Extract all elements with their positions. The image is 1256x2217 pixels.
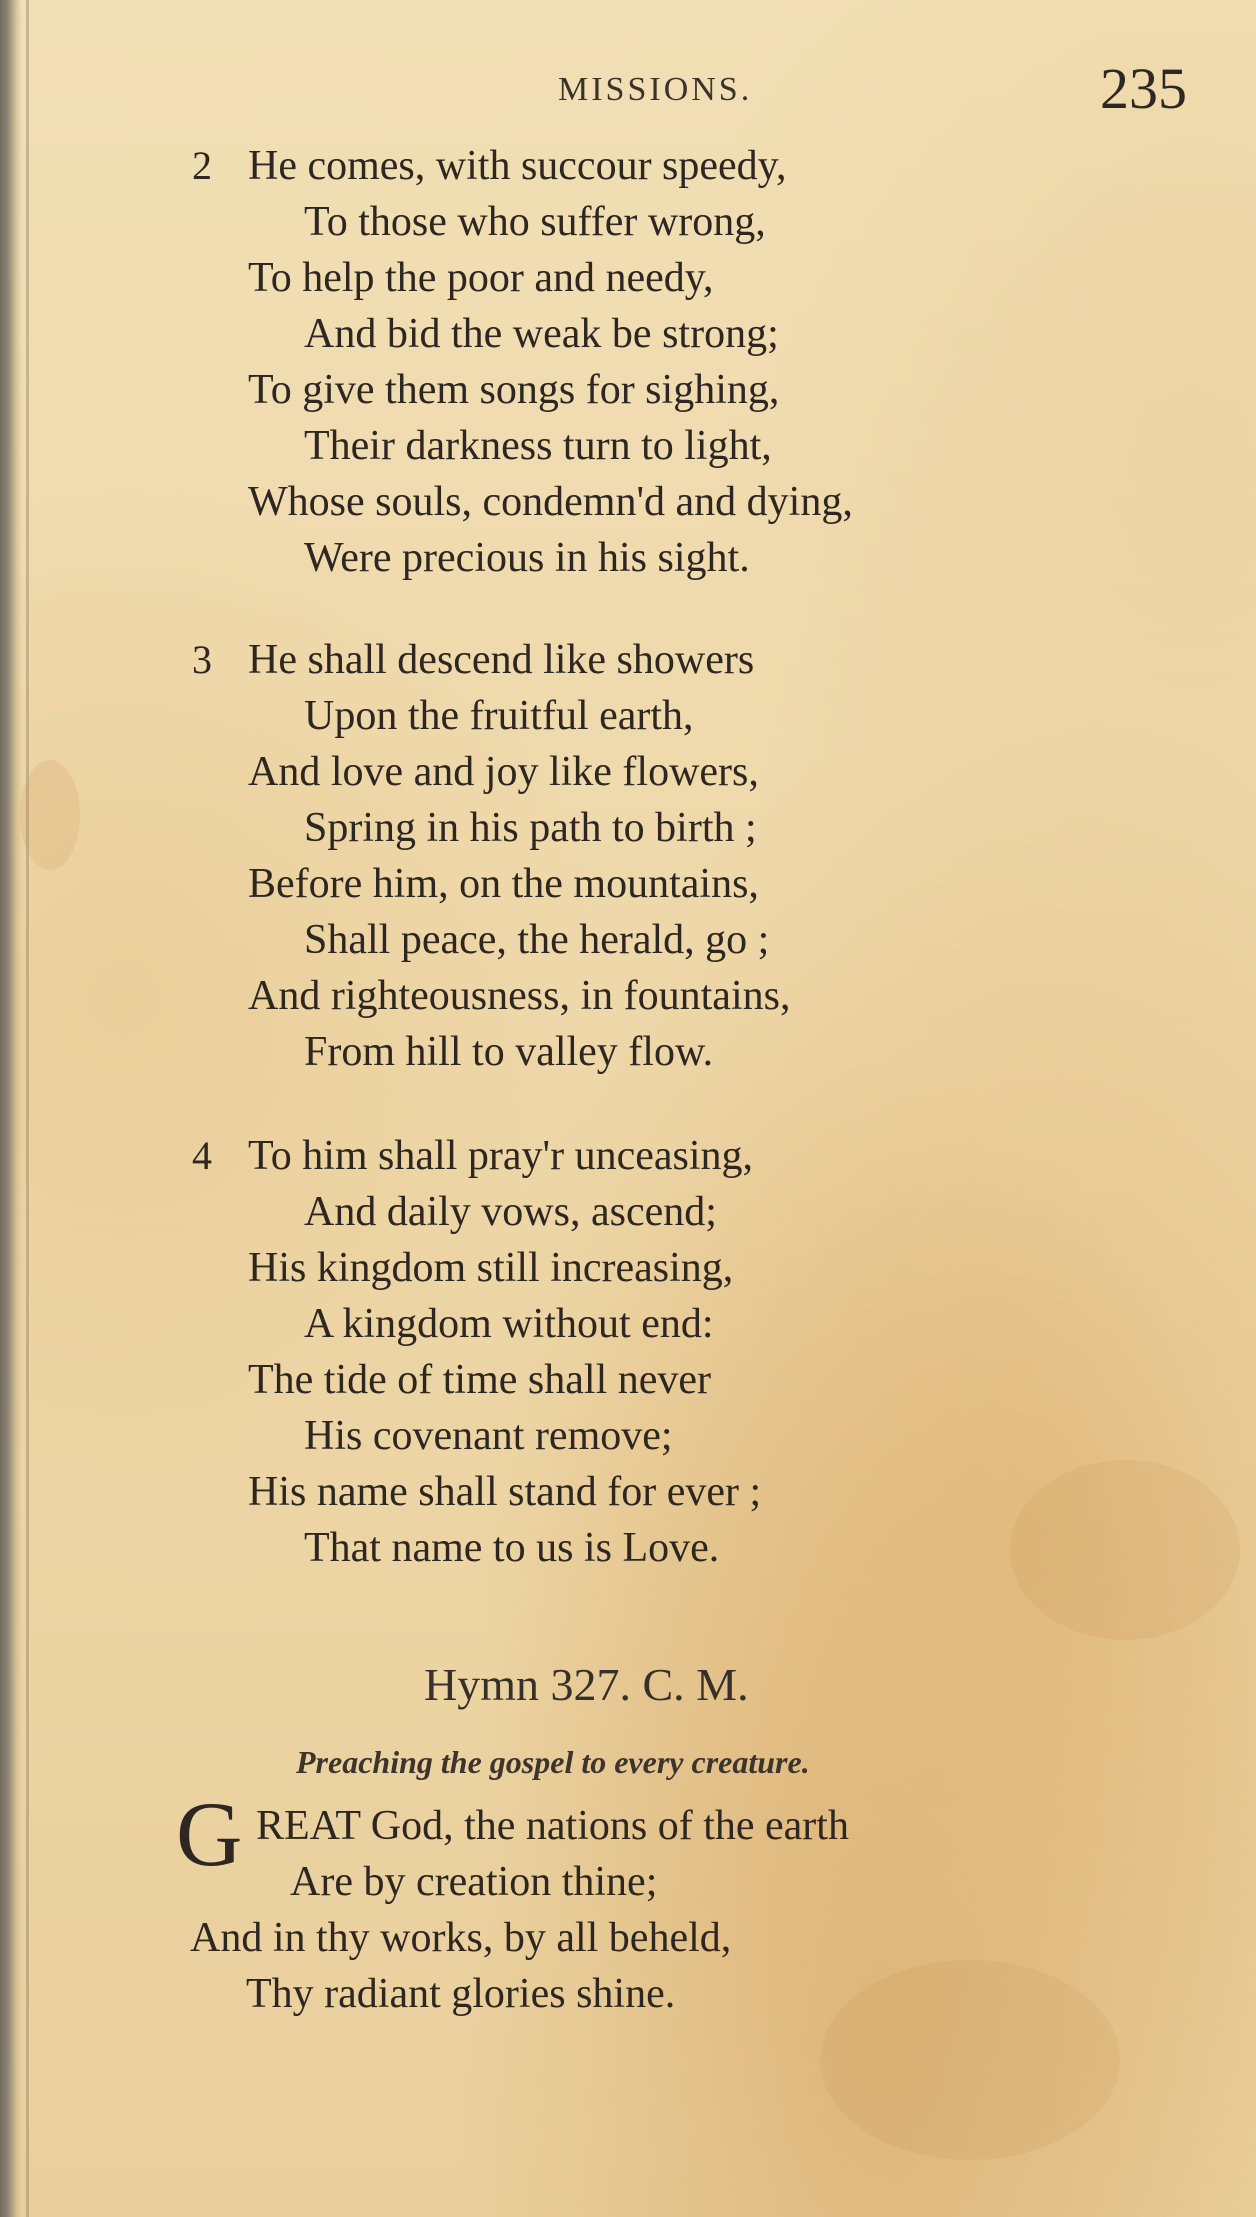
verse-line: A kingdom without end: — [304, 1301, 714, 1347]
hymn-line: Are by creation thine; — [290, 1859, 658, 1905]
hymn-subtitle: Preaching the gospel to every creature. — [296, 1744, 810, 1780]
verse-line: Whose souls, condemn'd and dying, — [248, 479, 853, 525]
verse-number: 2 — [192, 143, 212, 188]
verse-line: He comes, with succour speedy, — [248, 143, 787, 189]
verse-line: Upon the fruitful earth, — [304, 693, 694, 739]
verse-number: 3 — [192, 637, 212, 682]
paper-stain — [20, 760, 80, 870]
verse-line: Spring in his path to birth ; — [304, 805, 757, 851]
verse-line: His kingdom still increasing, — [248, 1245, 734, 1291]
hymn-line: REAT God, the nations of the earth — [256, 1803, 849, 1849]
verse-line: To him shall pray'r unceasing, — [248, 1133, 754, 1179]
verse-line: His covenant remove; — [304, 1413, 673, 1459]
verse-line: And righteousness, in fountains, — [248, 973, 791, 1019]
section-title: MISSIONS. — [558, 71, 753, 108]
verse-number: 4 — [192, 1133, 212, 1178]
verse-line: To those who suffer wrong, — [304, 199, 766, 245]
verse-line: And daily vows, ascend; — [304, 1189, 717, 1235]
verse-line: Shall peace, the herald, go ; — [304, 917, 770, 963]
verse-line: Their darkness turn to light, — [304, 423, 772, 469]
verse-line: That name to us is Love. — [304, 1525, 720, 1571]
page-spine-shadow — [0, 0, 22, 2217]
verse-line: And love and joy like flowers, — [248, 749, 759, 795]
paper-stain — [1010, 1460, 1240, 1640]
verse-line: And bid the weak be strong; — [304, 311, 779, 357]
hymn-line: Thy radiant glories shine. — [246, 1971, 676, 2017]
verse-line: His name shall stand for ever ; — [248, 1469, 762, 1515]
page-number: 235 — [1100, 56, 1187, 121]
paper-stain — [820, 1960, 1120, 2160]
verse-line: Were precious in his sight. — [304, 535, 750, 581]
verse-line: He shall descend like showers — [248, 637, 755, 683]
verse-line: From hill to valley flow. — [304, 1029, 714, 1075]
page-gutter-line — [26, 0, 29, 2217]
drop-cap: G — [176, 1783, 243, 1885]
hymn-line: And in thy works, by all beheld, — [190, 1915, 732, 1961]
verse-line: The tide of time shall never — [248, 1357, 712, 1403]
hymn-heading: Hymn 327. C. M. — [424, 1659, 749, 1710]
verse-line: To give them songs for sighing, — [248, 367, 780, 413]
running-head — [0, 55, 1256, 121]
verse-line: To help the poor and needy, — [248, 255, 714, 301]
verse-line: Before him, on the mountains, — [248, 861, 759, 907]
